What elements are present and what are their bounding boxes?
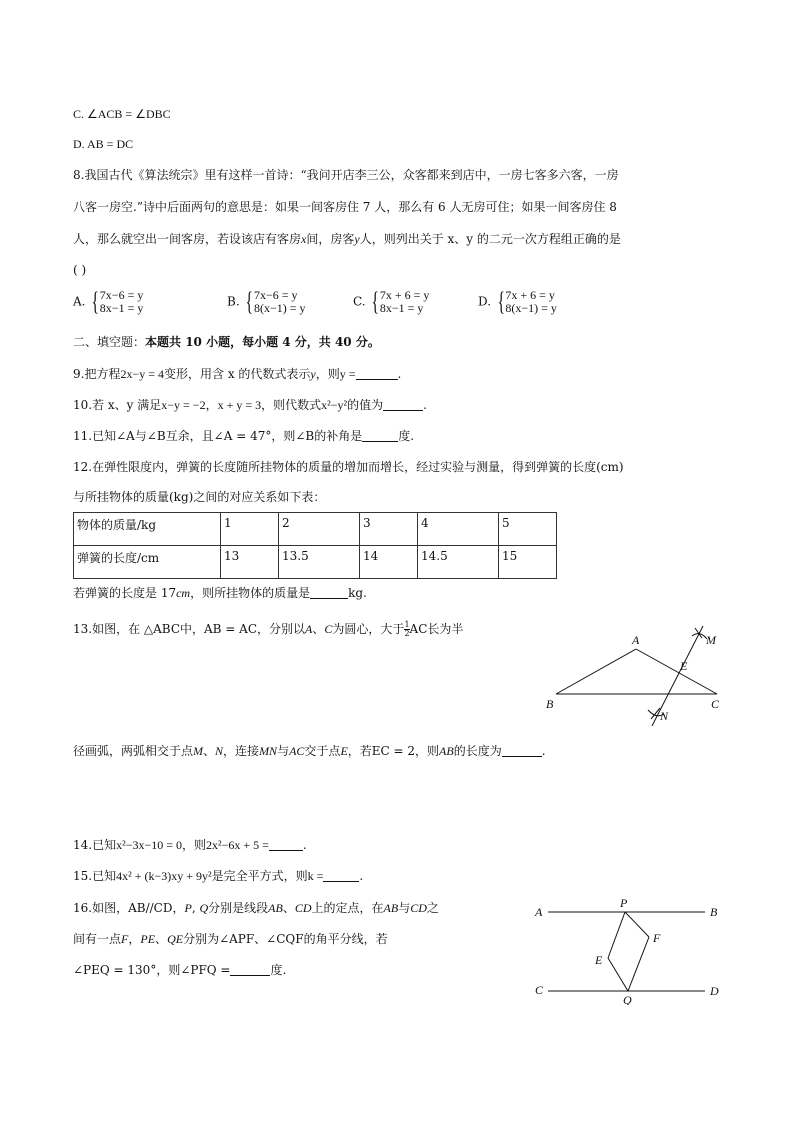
label-c: C <box>711 697 720 711</box>
q13-sep2: 、 <box>203 744 216 758</box>
q13-A: A <box>305 622 313 636</box>
segment-pf <box>625 912 649 937</box>
segment-ab <box>556 649 636 694</box>
q16-sep2: 、 <box>155 932 168 946</box>
q14-a: 14.已知 <box>73 838 117 852</box>
q8-line3-a: 人，那么就空出一间客房，若设该店有客房 <box>73 232 302 246</box>
q13-C: C <box>324 622 333 636</box>
q12-line1: 12.在弹性限度内，弹簧的长度随所挂物体的质量的增加而增长，经过实验与测量，得到弹簧的长度(cm) <box>73 460 624 474</box>
q10-e3: x²−y² <box>321 398 348 412</box>
q16-CD2: CD <box>410 901 427 915</box>
q14-e1: x²−3x−10 = 0 <box>116 838 182 852</box>
q16-line2-c: 分别为∠APF、∠CQF的角平分线，若 <box>183 932 388 946</box>
q16-P: P <box>184 901 192 915</box>
label-q: Q <box>623 993 632 1005</box>
q13-AC: AC <box>289 744 305 758</box>
label-f: F <box>653 931 661 945</box>
q14-b: ，则 <box>182 838 207 852</box>
table-cell: 5 <box>499 513 557 546</box>
q7-option-c: C. ∠ACB = ∠DBC <box>73 107 171 121</box>
q9-y: y <box>310 367 316 381</box>
q10-c: ，则代数式 <box>261 398 322 412</box>
q8-line1: 8.我国古代《算法统宗》里有这样一首诗：“我问开店李三公，众客都来到店中，一房七客多六客，一房 <box>73 168 619 182</box>
q13-M: M <box>193 744 204 758</box>
q13-line2-c: 与 <box>277 744 290 758</box>
q8-answer-paren: ( ) <box>73 263 87 277</box>
q16-line3-a: ∠PEQ = 130°，则∠PFQ = <box>73 963 231 977</box>
q8-option-b <box>227 289 305 315</box>
table-cell: 13 <box>221 546 279 579</box>
answer-blank[interactable] <box>230 963 270 976</box>
fraction-denominator: 2 <box>404 629 410 638</box>
q16-line2 <box>73 931 388 947</box>
table-row <box>74 546 557 579</box>
q13-E: E <box>340 744 348 758</box>
label-e: E <box>680 659 688 673</box>
q8-option-a <box>73 289 143 315</box>
segment-fq <box>628 937 649 991</box>
q8-option-c <box>353 289 429 315</box>
segment-ac <box>636 649 717 694</box>
q8-option-d <box>478 289 557 315</box>
table-cell: 1 <box>221 513 279 546</box>
q14-end: . <box>302 838 307 852</box>
option-label: B. <box>227 294 240 309</box>
segment-pe <box>608 912 625 958</box>
label-a: A <box>632 633 640 647</box>
equation-system: { 7x−6 = y 8(x−1) = y <box>245 287 306 316</box>
q12-line3-b: ，则所挂物体的质量是 <box>190 586 311 600</box>
table-cell: 4 <box>418 513 499 546</box>
q9-eq: 2x−y = 4 <box>120 367 164 381</box>
q16-line1-b: 分别是线段 <box>208 901 269 915</box>
eq-row: 8(x−1) = y <box>505 301 557 315</box>
label-e: E <box>595 953 603 967</box>
table-cell: 14 <box>360 546 418 579</box>
q13-sep: 、 <box>312 622 325 636</box>
q13-line2-f: 的长度为 <box>453 744 502 758</box>
q16-end: 度. <box>270 963 287 977</box>
q12-line3-a: 若弹簧的长度是 17 <box>73 586 177 600</box>
q15-a: 15.已知 <box>73 869 117 883</box>
label-a: A <box>535 905 543 919</box>
q13-a: 13.如图，在 △ABC中，AB = AC，分别以 <box>73 622 306 636</box>
q12-end: kg. <box>348 586 367 600</box>
q16-with: 与 <box>398 901 411 915</box>
q8-var-x: x <box>301 232 307 246</box>
segment-eq <box>608 958 628 991</box>
q8-line2: 八客一房空.”诗中后面两句的意思是：如果一间客房住 7 人，那么有 6 人无房可住；如果一间客房住 8 <box>73 200 617 214</box>
q15-b: 是完全平方式，则 <box>211 869 308 883</box>
answer-blank[interactable] <box>383 398 423 411</box>
q10-e1: x−y = −2 <box>161 398 206 412</box>
q16-line1 <box>73 900 439 916</box>
q8-line3-b: 间，房客 <box>306 232 355 246</box>
q13-line2 <box>73 743 546 759</box>
q16-CD: CD <box>294 901 312 915</box>
q16-comma: , <box>191 901 200 915</box>
table-cell: 物体的质量/kg <box>74 513 221 546</box>
q13-line1 <box>73 621 463 638</box>
q13-N: N <box>215 744 224 758</box>
q9-b: 变形，用含 x 的代数式表示 <box>164 367 311 381</box>
label-b: B <box>710 905 718 919</box>
q8-line3-c: 人，则列出关于 x、y 的二元一次方程组正确的是 <box>359 232 621 246</box>
eq-row: 8x−1 = y <box>379 301 424 315</box>
q13-line2-d: 交于点 <box>304 744 341 758</box>
q10-e2: x + y = 3 <box>217 398 262 412</box>
option-label: C. <box>353 294 366 309</box>
q16-line1-c: 上的定点，在 <box>311 901 384 915</box>
q10-d: 的值为 <box>347 398 384 412</box>
eq-row: 8x−1 = y <box>99 301 144 315</box>
parallel-lines-figure <box>530 893 730 1005</box>
q9-end: . <box>397 367 402 381</box>
table-cell: 15 <box>499 546 557 579</box>
q11-a: 11.已知∠A与∠B互余，且∠A = 47°，则∠B的补角是 <box>73 429 363 443</box>
label-c: C <box>535 983 544 997</box>
q11-end: 度. <box>398 429 415 443</box>
table-cell: 2 <box>279 513 360 546</box>
q12-line3 <box>73 585 367 601</box>
q16-F: F <box>121 932 129 946</box>
q9 <box>73 366 401 382</box>
answer-blank[interactable] <box>502 744 542 757</box>
label-b: B <box>546 697 554 711</box>
table-row <box>74 513 557 546</box>
q10-a: 10.若 x、y 满足 <box>73 398 162 412</box>
q13-b: 为圆心，大于 <box>332 622 405 636</box>
section-2-prefix: 二、填空题： <box>73 335 146 349</box>
label-n: N <box>660 709 669 723</box>
q11 <box>73 428 414 444</box>
q8-line3 <box>73 231 621 247</box>
q13-line2-b: ，连接 <box>223 744 260 758</box>
q15-e2: k = <box>307 869 324 883</box>
q16-QE: QE <box>167 932 184 946</box>
q14-e2: 2x²−6x + 5 = <box>206 838 269 852</box>
q9-c: ，则 <box>315 367 340 381</box>
q16-line2-b: ， <box>128 932 141 946</box>
q13-line2-e: ，若EC = 2，则 <box>347 744 440 758</box>
q15 <box>73 868 363 884</box>
q9-ans: y = <box>339 367 356 381</box>
q10 <box>73 397 427 413</box>
table-cell: 13.5 <box>279 546 360 579</box>
equation-system: { 7x−6 = y 8x−1 = y <box>91 287 144 316</box>
q8-var-y: y <box>354 232 360 246</box>
q12-line2: 与所挂物体的质量(kg)之间的对应关系如下表： <box>73 490 326 504</box>
q15-e1: 4x² + (k−3)xy + 9y² <box>116 869 212 883</box>
eq-row: 7x−6 = y <box>99 288 144 302</box>
q12-unit: cm <box>176 586 191 600</box>
option-label: A. <box>73 294 86 309</box>
q9-a: 9.把方程 <box>73 367 121 381</box>
eq-row: 7x−6 = y <box>253 288 298 302</box>
q13-AB: AB <box>439 744 454 758</box>
label-m: M <box>706 633 716 647</box>
q16-line1-d: 之 <box>426 901 439 915</box>
q13-MN: MN <box>259 744 278 758</box>
q16-sep: 、 <box>282 901 295 915</box>
answer-blank[interactable] <box>269 838 303 851</box>
q16-line1-a: 16.如图，AB//CD， <box>73 901 185 915</box>
answer-blank[interactable] <box>310 586 348 599</box>
q15-end: . <box>359 869 364 883</box>
fraction-numerator: 1 <box>404 620 410 629</box>
q16-AB2: AB <box>383 901 399 915</box>
q16-AB: AB <box>268 901 283 915</box>
q13-c: AC长为半 <box>409 622 464 636</box>
answer-blank[interactable] <box>323 869 359 882</box>
answer-blank[interactable] <box>362 429 398 442</box>
label-d: D <box>710 984 719 998</box>
q10-b: ， <box>205 398 218 412</box>
option-label: D. <box>478 294 492 309</box>
equation-system: { 7x + 6 = y 8(x−1) = y <box>497 287 557 316</box>
eq-row: 8(x−1) = y <box>253 301 306 315</box>
q16-line2-a: 间有一点 <box>73 932 122 946</box>
q16-Q: Q <box>199 901 209 915</box>
label-p: P <box>620 896 628 910</box>
eq-row: 7x + 6 = y <box>379 288 430 302</box>
q14 <box>73 837 307 853</box>
section-2-heading <box>73 334 380 350</box>
q13-line2-a: 径画弧，两弧相交于点 <box>73 744 194 758</box>
equation-system: { 7x + 6 = y 8x−1 = y <box>371 287 430 316</box>
q13-end: . <box>541 744 546 758</box>
q7-option-d: D. AB = DC <box>73 137 134 151</box>
q16-PE: PE <box>140 932 156 946</box>
q16-line3 <box>73 962 286 978</box>
triangle-figure <box>540 622 740 726</box>
table-cell: 弹簧的长度/cm <box>74 546 221 579</box>
section-2-instructions: 本题共 10 小题，每小题 4 分，共 40 分。 <box>145 335 380 349</box>
table-cell: 14.5 <box>418 546 499 579</box>
spring-table <box>73 512 557 579</box>
q10-end: . <box>423 398 427 412</box>
answer-blank[interactable] <box>356 367 398 380</box>
eq-row: 7x + 6 = y <box>505 288 555 302</box>
table-cell: 3 <box>360 513 418 546</box>
